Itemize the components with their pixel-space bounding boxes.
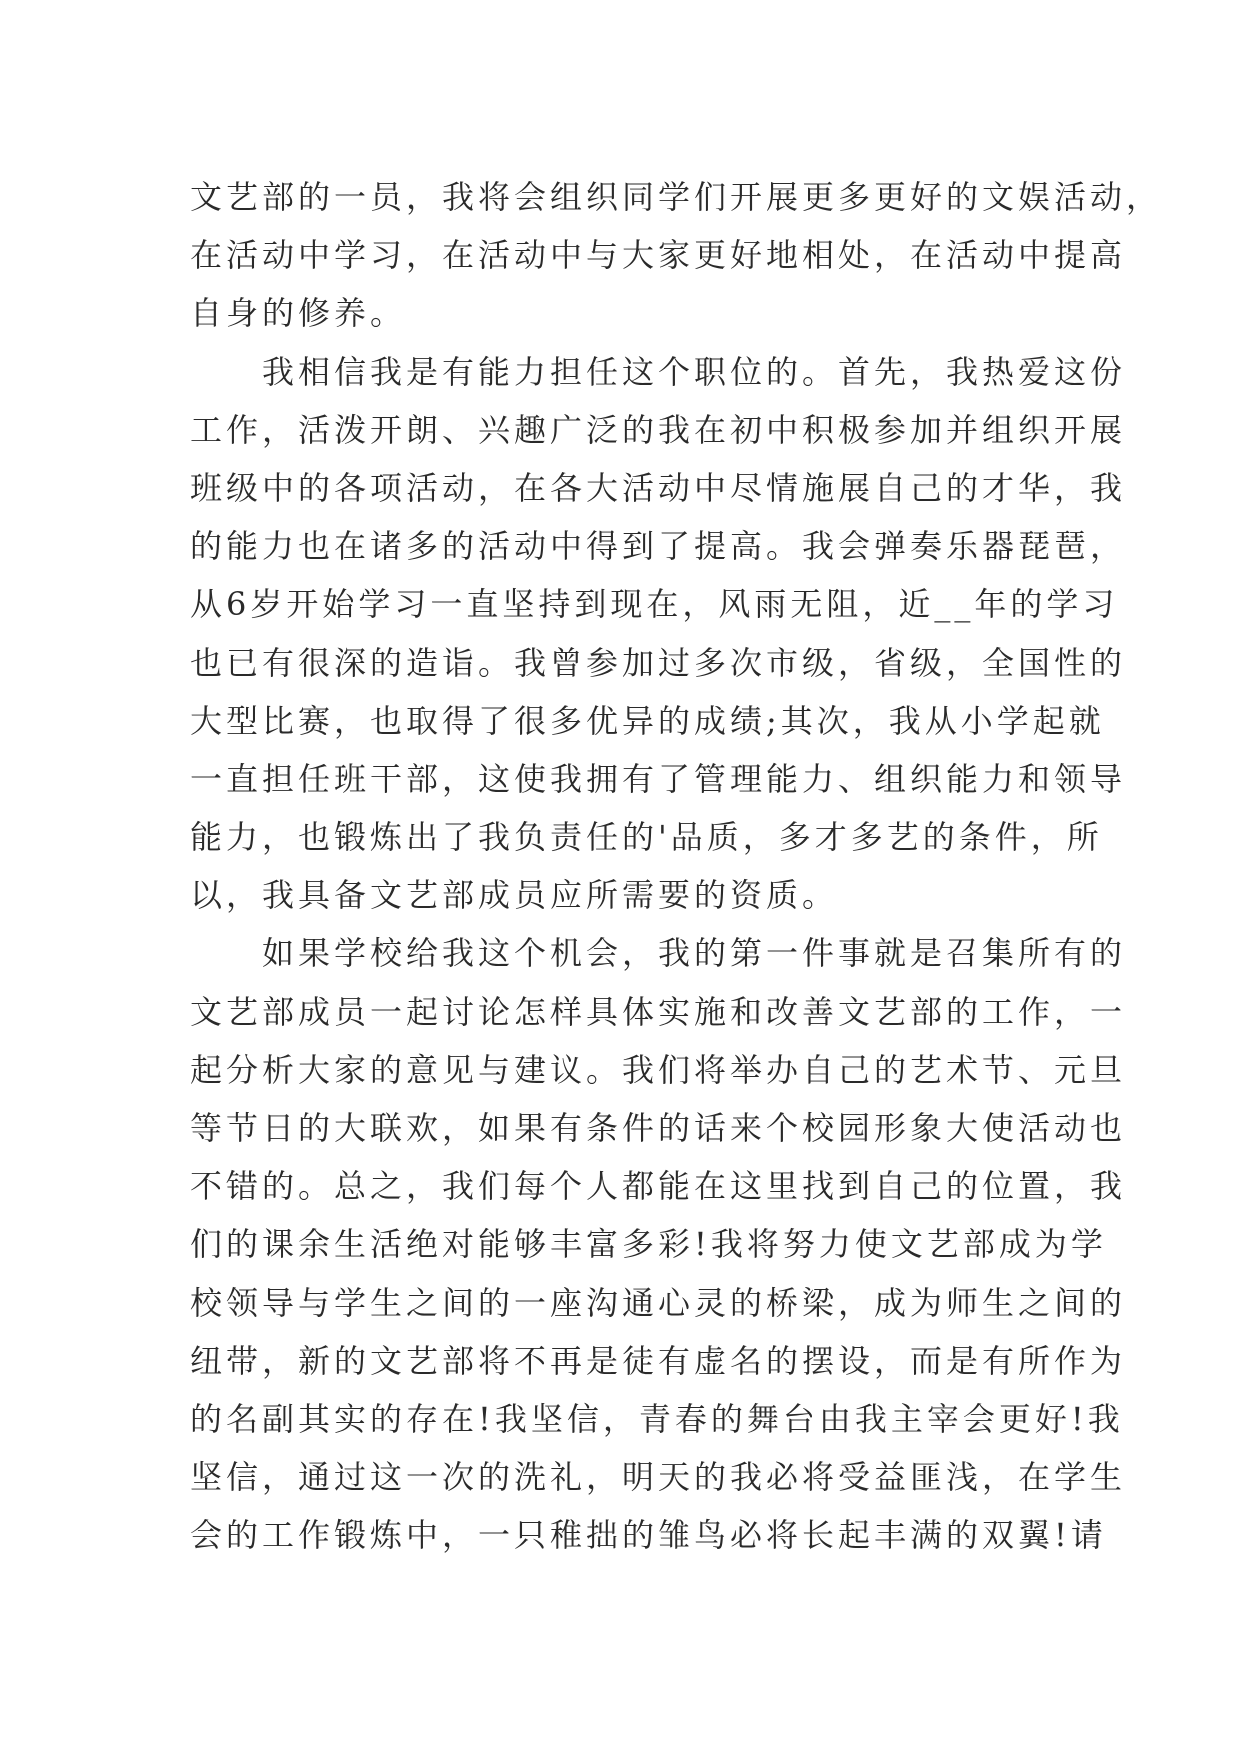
text-line: 坚信，通过这一次的洗礼，明天的我必将受益匪浅，在学生	[190, 1458, 1127, 1497]
text-line: 也已有很深的造诣。我曾参加过多次市级，省级，全国性的	[190, 643, 1127, 682]
document-body	[190, 168, 1163, 1565]
text-line: 文艺部的一员，我将会组织同学们开展更多更好的文娱活动，	[190, 178, 1163, 216]
text-line: 工作，活泼开朗、兴趣广泛的我在初中积极参加并组织开展	[190, 410, 1127, 449]
text-line: 纽带，新的文艺部将不再是徒有虚名的摆设，而是有所作为	[190, 1341, 1127, 1380]
text-line: 校领导与学生之间的一座沟通心灵的桥梁，成为师生之间的	[190, 1283, 1127, 1322]
text-line: 自身的修养。	[190, 294, 407, 333]
text-line: 的能力也在诸多的活动中得到了提高。我会弹奏乐器琵琶，	[190, 527, 1127, 566]
text-line: 我相信我是有能力担任这个职位的。首先，我热爱这份	[190, 352, 1127, 391]
text-line: 能力，也锻炼出了我负责任的'品质，多才多艺的条件，所	[190, 818, 1103, 857]
text-line: 以，我具备文艺部成员应所需要的资质。	[190, 876, 839, 915]
text-line: 如果学校给我这个机会，我的第一件事就是召集所有的	[190, 934, 1127, 973]
text-line: 文艺部成员一起讨论怎样具体实施和改善文艺部的工作，一	[190, 992, 1127, 1031]
text-line: 一直担任班干部，这使我拥有了管理能力、组织能力和领导	[190, 759, 1127, 798]
text-line: 在活动中学习，在活动中与大家更好地相处，在活动中提高	[190, 236, 1127, 275]
text-line: 会的工作锻炼中，一只稚拙的雏鸟必将长起丰满的双翼!请	[190, 1516, 1107, 1555]
text-line: 不错的。总之，我们每个人都能在这里找到自己的位置，我	[190, 1167, 1127, 1206]
text-line: 大型比赛，也取得了很多优异的成绩;其次，我从小学起就	[190, 701, 1105, 740]
text-line: 等节日的大联欢，如果有条件的话来个校园形象大使活动也	[190, 1109, 1127, 1147]
text-line: 从6岁开始学习一直坚持到现在，风雨无阻，近__年的学习	[190, 585, 1119, 624]
text-line: 班级中的各项活动，在各大活动中尽情施展自己的才华，我	[190, 468, 1127, 507]
text-line: 们的课余生活绝对能够丰富多彩!我将努力使文艺部成为学	[190, 1225, 1107, 1264]
text-line: 的名副其实的存在!我坚信，青春的舞台由我主宰会更好!我	[190, 1399, 1124, 1438]
text-line: 起分析大家的意见与建议。我们将举办自己的艺术节、元旦	[190, 1050, 1127, 1089]
